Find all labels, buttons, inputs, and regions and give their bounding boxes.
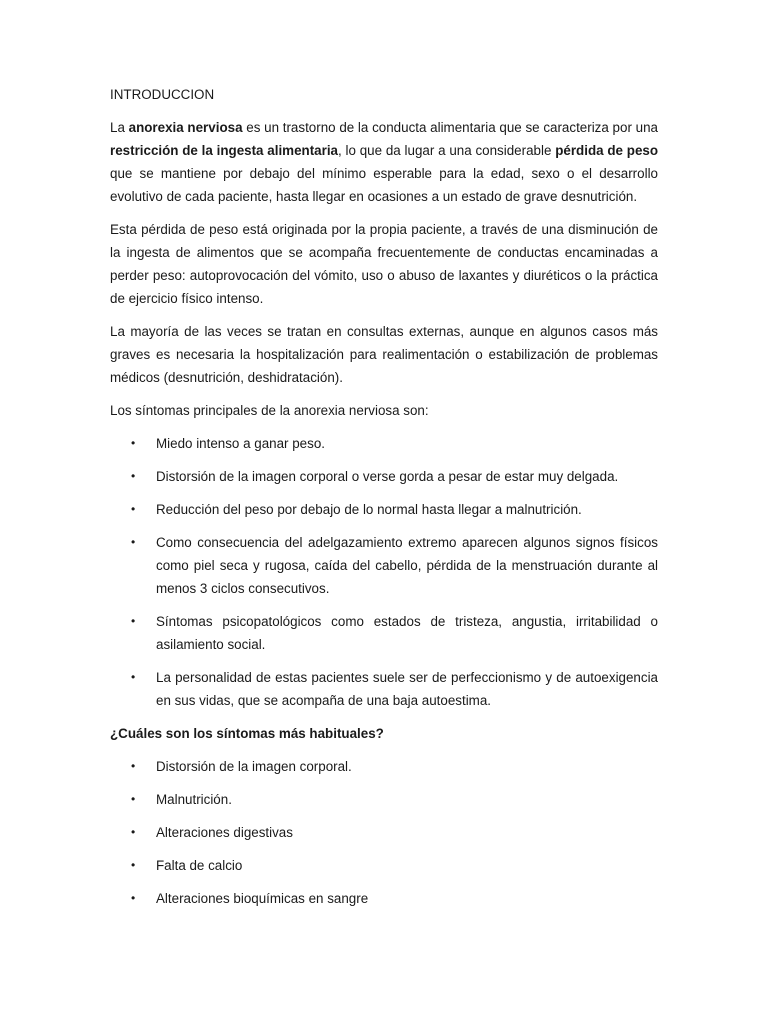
intro-text: que se mantiene por debajo del mínimo esperable para la edad, sexo o el desarrollo evolutivo de cada paciente, hasta llegar en ocasiones a un estado de grave desnutrición.: [110, 166, 658, 204]
intro-text: es un trastorno de la conducta alimentaria que se caracteriza por una: [242, 120, 658, 135]
list-item-text: Malnutrición.: [156, 792, 232, 807]
common-symptoms-list: [110, 755, 658, 910]
list-item-text: Distorsión de la imagen corporal o verse gorda a pesar de estar muy delgada.: [156, 469, 619, 484]
weight-loss-paragraph: Esta pérdida de peso está originada por la propia paciente, a través de una disminución de la ingesta de alimentos que se acompaña frecuentemente de conductas encaminadas a perder peso: autoprovocación del vómito, uso o abuso de laxantes y diuréticos o la práctica de ejercicio físico intenso.: [110, 222, 658, 306]
intro-bold-term: restricción de la ingesta alimentaria: [110, 143, 339, 158]
document-page: [110, 83, 658, 920]
intro-bold-term: pérdida de peso: [555, 143, 659, 158]
section-heading: INTRODUCCION: [110, 87, 215, 102]
list-item: [110, 821, 658, 844]
list-item: [110, 465, 658, 488]
list-item-text: Miedo intenso a ganar peso.: [156, 436, 325, 451]
list-item: [110, 610, 658, 656]
treatment-paragraph: La mayoría de las veces se tratan en consultas externas, aunque en algunos casos más graves es necesaria la hospitalización para realimentación o estabilización de problemas médicos (desnutrición, deshidratación).: [110, 324, 658, 385]
bullet-icon: •: [131, 825, 136, 839]
list-item-text: Falta de calcio: [156, 858, 243, 873]
bullet-icon: •: [131, 759, 136, 773]
symptoms-intro-paragraph: Los síntomas principales de la anorexia nerviosa son:: [110, 403, 429, 418]
intro-text: , lo que da lugar a una considerable: [338, 143, 556, 158]
bullet-icon: •: [131, 436, 136, 450]
list-item-text: Alteraciones digestivas: [156, 825, 293, 840]
list-item: [110, 887, 658, 910]
list-item-text: Reducción del peso por debajo de lo normal hasta llegar a malnutrición.: [156, 502, 582, 517]
list-item: [110, 854, 658, 877]
bullet-icon: •: [131, 535, 136, 549]
list-item: [110, 432, 658, 455]
intro-paragraph: [110, 116, 658, 208]
list-item-text: Síntomas psicopatológicos como estados de tristeza, angustia, irritabilidad o asilamiento social.: [156, 614, 658, 652]
bullet-icon: •: [131, 792, 136, 806]
bullet-icon: •: [131, 469, 136, 483]
bullet-icon: •: [131, 891, 136, 905]
bullet-icon: •: [131, 614, 136, 628]
intro-bold-term: anorexia nerviosa: [128, 120, 243, 135]
list-item: [110, 755, 658, 778]
list-item-text: La personalidad de estas pacientes suele ser de perfeccionismo y de autoexigencia en sus vidas, que se acompaña de una baja autoestima.: [156, 670, 658, 708]
list-item: [110, 498, 658, 521]
list-item: [110, 788, 658, 811]
intro-text: La: [110, 120, 129, 135]
list-item: [110, 531, 658, 600]
bullet-icon: •: [131, 858, 136, 872]
list-item-text: Distorsión de la imagen corporal.: [156, 759, 352, 774]
list-item-text: Alteraciones bioquímicas en sangre: [156, 891, 369, 906]
list-item: [110, 666, 658, 712]
list-item-text: Como consecuencia del adelgazamiento extremo aparecen algunos signos físicos como piel seca y rugosa, caída del cabello, pérdida de la menstruación durante al menos 3 ciclos consecutivos.: [156, 535, 658, 596]
symptoms-list: [110, 432, 658, 712]
common-symptoms-heading: ¿Cuáles son los síntomas más habituales?: [110, 726, 384, 741]
bullet-icon: •: [131, 670, 136, 684]
bullet-icon: •: [131, 502, 136, 516]
